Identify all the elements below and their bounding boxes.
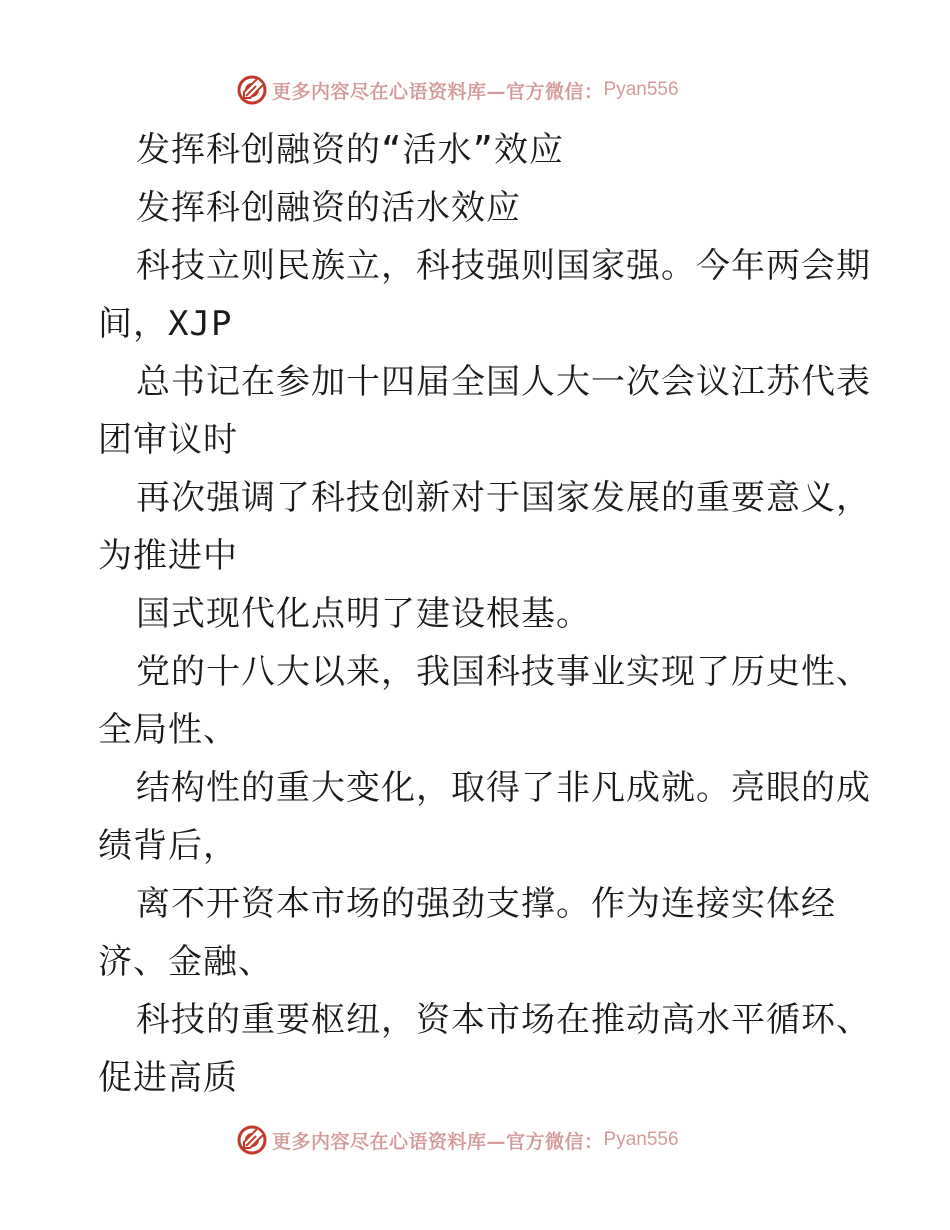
pen-logo-icon xyxy=(236,74,268,106)
watermark-text: 更多内容尽在心语资料库—官方微信： xyxy=(272,1130,604,1153)
watermark-account: Pyan556 xyxy=(603,79,679,100)
text-line: 全局性、 xyxy=(98,710,238,750)
text-line: 绩背后， xyxy=(98,826,238,866)
text-line: 团审议时 xyxy=(98,420,238,460)
watermark-text: 更多内容尽在心语资料库—官方微信： xyxy=(272,80,604,103)
text-line: 间，XJP xyxy=(98,304,233,344)
text-line: 结构性的重大变化，取得了非凡成就。亮眼的成 xyxy=(136,768,871,808)
text-line: 总书记在参加十四届全国人大一次会议江苏代表 xyxy=(136,362,871,402)
text-line: 促进高质 xyxy=(98,1058,238,1098)
text-line: 济、金融、 xyxy=(98,942,273,982)
header-watermark xyxy=(236,73,679,107)
document-body xyxy=(98,121,871,1107)
text-line: 发挥科创融资的活水效应 xyxy=(136,188,521,228)
text-line: 党的十八大以来，我国科技事业实现了历史性、 xyxy=(136,652,871,692)
text-line: 科技的重要枢纽，资本市场在推动高水平循环、 xyxy=(136,1000,871,1040)
footer-watermark xyxy=(236,1123,679,1157)
text-line: 离不开资本市场的强劲支撑。作为连接实体经 xyxy=(136,884,836,924)
watermark-account: Pyan556 xyxy=(603,1129,679,1150)
text-line: 科技立则民族立，科技强则国家强。今年两会期 xyxy=(136,246,871,286)
text-line: 为推进中 xyxy=(98,536,238,576)
pen-logo-icon xyxy=(236,1124,268,1156)
text-line: 发挥科创融资的“活水”效应 xyxy=(136,130,564,170)
text-line: 再次强调了科技创新对于国家发展的重要意义， xyxy=(136,478,871,518)
text-line: 国式现代化点明了建设根基。 xyxy=(136,594,591,634)
